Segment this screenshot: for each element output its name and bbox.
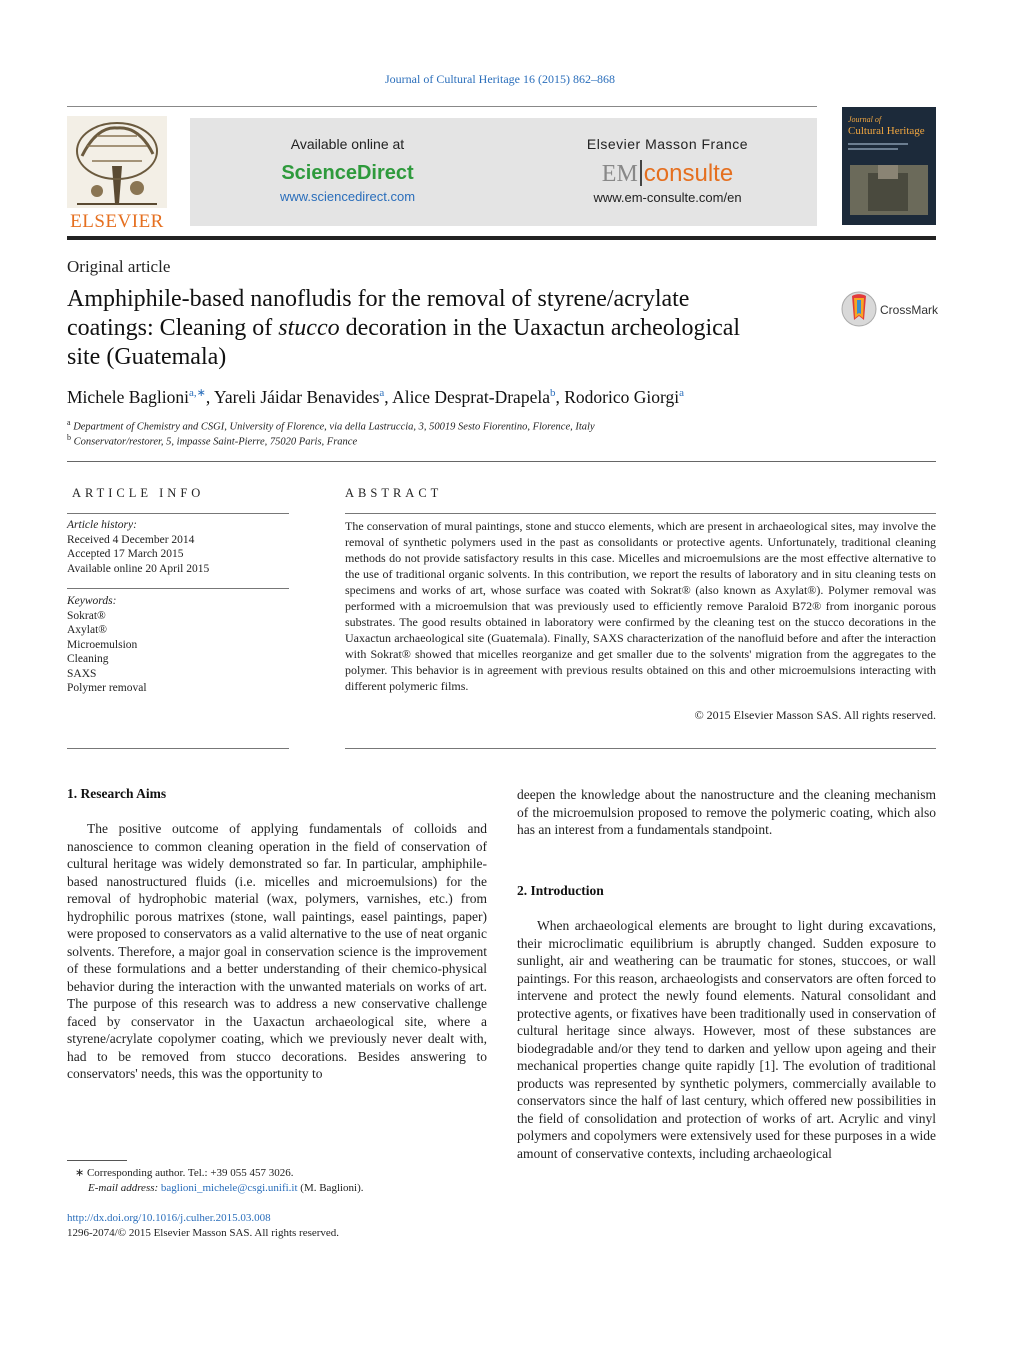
author-name[interactable]: Yareli Jáidar Benavides	[213, 386, 380, 407]
history-accepted: Accepted 17 March 2015	[67, 548, 184, 560]
journal-cover-image[interactable]	[842, 107, 936, 225]
section-heading-research-aims: 1. Research Aims	[67, 786, 167, 801]
author-name[interactable]: Michele Baglioni	[67, 386, 189, 407]
em-suffix: consulte	[643, 160, 734, 187]
abstract-rule	[345, 748, 936, 749]
cover-photo	[850, 165, 928, 215]
history-received: Received 4 December 2014	[67, 533, 195, 546]
affiliation-a: $^a$ Department of Chemistry and CSGI, University of Florence, via della Lastruccia, 3, 50019 Sesto Fiorentino, Florence, Italy	[67, 418, 595, 433]
sciencedirect-logo[interactable]: ScienceDirect	[281, 162, 414, 184]
keywords-label: Keywords:	[67, 595, 117, 607]
available-online-label: Available online at	[290, 136, 405, 152]
crossmark-label: CrossMark	[880, 303, 939, 317]
author-sup[interactable]: a	[379, 387, 385, 399]
footnote-rule	[67, 1160, 127, 1161]
info-rule	[67, 748, 289, 749]
keyword: Axylat®	[67, 624, 108, 636]
abstract-heading: ABSTRACT	[345, 486, 443, 500]
article-title	[67, 285, 827, 372]
article-info-heading: ARTICLE INFO	[72, 486, 205, 500]
cover-title-small: Journal of	[848, 115, 882, 124]
elsevier-tree-icon	[67, 116, 167, 208]
keyword: SAXS	[67, 667, 97, 680]
doi-link[interactable]: http://dx.doi.org/10.1016/j.culher.2015.03.008	[67, 1212, 271, 1224]
article-type: Original article	[67, 257, 171, 276]
title-line-2: coatings: Cleaning of stucco decoration in the Uaxactun archeological	[67, 315, 741, 341]
author-sup[interactable]: a,∗	[189, 387, 206, 399]
introduction-text: When archaeological elements are brought to light during excavations, their microclimatic equilibrium is abruptly changed. Sudden exposure to sunlight, air and weathering can be traumatic for stones, stuccoes, or wall paintings. For this reason, archaeologists and conservators are often forced to intervene and protect the newly found elements. Natural consolidant and protective agents, or fixatives have been traditionally used in conservation of cultural heritage since always. However, most of these substances are biodegradable and/or they tend to darken and yellow upon ageing and their mechanical properties change quite rapidly [1]. The evolution of traditional products was represented by synthetic polymers, commercially available to conservators since the half of last century, which offered new possibilities in the field of consolidation and protection of works of art. Acrylic and vinyl polymers and copolymers were extensively used for these purposes in a wide amount of conservative contexts, including archaeological	[517, 918, 936, 1161]
keyword: Cleaning	[67, 653, 109, 665]
title-line-3: site (Guatemala)	[67, 344, 227, 370]
elsevier-masson-label: Elsevier Masson France	[586, 136, 749, 152]
author-name[interactable]: Rodorico Giorgi	[564, 386, 680, 407]
em-consulte-logo[interactable]	[545, 160, 790, 188]
author-name[interactable]: Alice Desprat-Drapela	[392, 386, 550, 407]
publisher-banner	[190, 118, 817, 226]
cover-title: Cultural Heritage	[848, 125, 925, 137]
affiliation-rule	[67, 461, 936, 462]
cover-line	[848, 148, 898, 150]
sciencedirect-link[interactable]: www.sciencedirect.com	[279, 189, 416, 204]
em-prefix: EM	[601, 161, 638, 187]
author-sup[interactable]: a	[679, 387, 684, 399]
history-label: Article history:	[67, 519, 137, 531]
cover-line	[848, 143, 908, 145]
corresponding-author: ∗ Corresponding author. Tel.: +39 055 457 3026.	[75, 1167, 294, 1179]
research-aims-continued: deepen the knowledge about the nanostructure and the cleaning mechanism of the microemulsion proposed to remove the polymeric coating, which also has an interest from a fundamentals standpoint.	[517, 787, 936, 837]
elsevier-wordmark: ELSEVIER	[70, 211, 164, 232]
elsevier-logo	[67, 116, 167, 232]
crossmark-icon	[840, 290, 878, 328]
keyword: Polymer removal	[67, 682, 147, 694]
journal-reference[interactable]: Journal of Cultural Heritage 16 (2015) 862–868	[385, 72, 615, 86]
author-list: Michele Baglioni$^{a,∗}$, Yareli Jáidar Benavides$^a$, Alice Desprat-Drapela$^b$, Rodorico Giorgi$^a$	[67, 386, 684, 407]
issn-line: 1296-2074/© 2015 Elsevier Masson SAS. All rights reserved.	[67, 1227, 340, 1239]
author-sup[interactable]: b	[549, 387, 556, 399]
keywords	[67, 594, 289, 696]
research-aims-text: The positive outcome of applying fundamentals of colloids and nanoscience to common cleaning operation in the field of conservation of cultural heritage was widely demonstrated so far. In particular, amphiphile-based nanostructured fluids (i.e. micelles and microemulsions) for the removal of hydrophobic material (wax, polymers, varnishes, etc.) from hydrophilic porous matrixes (stone, wall paintings, easel paintings, paper) were proposed to conservators as a valid alternative to the use of neat organic solvents. Therefore, a major goal in conservation science is the improvement of these formulations and a better understanding of their chemico-physical behavior during the interaction with the unwanted materials on works of art. The purpose of this research was to address a new conservative challenge faced by conservator in the Uaxactun archaeological site, where a styrene/acrylate copolymer coating, which we previously never dealt with, had to be removed from stucco decorations. Besides answering to conservators' needs, this was the opportunity to	[67, 821, 487, 1081]
keyword: Microemulsion	[67, 638, 138, 651]
crossmark-badge[interactable]	[840, 290, 940, 330]
title-line-1: Amphiphile-based nanofludis for the removal of styrene/acrylate	[67, 286, 690, 312]
history-online: Available online 20 April 2015	[67, 562, 210, 575]
header-rule	[67, 106, 817, 107]
article-history	[67, 518, 289, 576]
section-heading-introduction: 2. Introduction	[517, 883, 604, 898]
em-divider	[640, 160, 642, 186]
abstract-rule	[345, 513, 936, 514]
info-rule	[67, 513, 289, 514]
abstract-copyright: © 2015 Elsevier Masson SAS. All rights reserved.	[694, 708, 936, 722]
abstract-body: The conservation of mural paintings, stone and stucco elements, which are present in archaeological sites, may involve the removal of synthetic polymers used in the past as consolidants or protective agents. Unfortunately, traditional cleaning methods do not provide satisfactory results in this case. Micelles and microemulsions are the most effective alternative to the use of traditional organic solvents. In this contribution, we report the results of laboratory and in situ cleaning tests on specimens and works of art, whose surface was coated with Sokrat® (also known as Axylat®). Polymer removal was performed with a microemulsion that was previously used to efficiently remove Paraloid B72® from inorganic porous substrates. The good results obtained in laboratory were confirmed by the cleaning test on the stucco decorations in the Uaxactun archaeological site (Guatemala). Finally, SAXS characterization of the nanofluid before and after the interaction with Sokrat® showed that micelles reorganize and get smaller due to the solvents' migration from the aggregates to the polymer. This behavior is in agreement with previous results obtained on this and other microemulsions interacting with different polymeric films.	[345, 519, 936, 693]
email-link[interactable]: baglioni_michele@csgi.unifi.it	[160, 1182, 298, 1194]
keyword: Sokrat®	[67, 609, 106, 622]
affiliation-b: $^b$ Conservator/restorer, 5, impasse Saint-Pierre, 75020 Paris, France	[67, 433, 358, 448]
header-thick-rule	[67, 236, 936, 240]
info-rule	[67, 588, 289, 589]
email-line: E-mail address: baglioni_michele@csgi.unifi.it (M. Baglioni).	[88, 1182, 364, 1194]
em-consulte-link[interactable]: www.em-consulte.com/en	[593, 190, 742, 205]
